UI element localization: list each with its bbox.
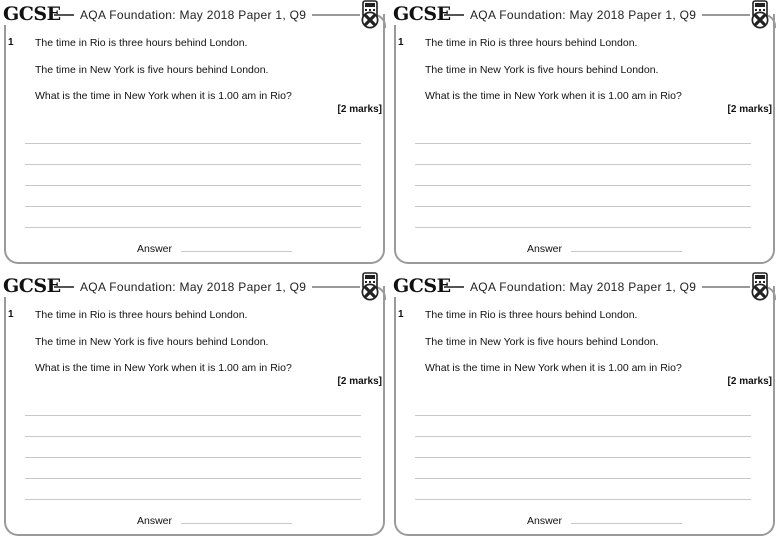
gcse-logo: GCSE (3, 3, 61, 25)
logo-divider (54, 286, 74, 288)
question-line: What is the time in New York when it is 1.00 am in Rio? (35, 362, 292, 374)
question-line: What is the time in New York when it is 1.00 am in Rio? (35, 90, 292, 102)
question-card (0, 0, 390, 270)
working-line[interactable] (25, 457, 361, 458)
working-line[interactable] (415, 185, 751, 186)
working-line[interactable] (25, 143, 361, 144)
exam-source: AQA Foundation: May 2018 Paper 1, Q9 (470, 280, 697, 294)
question-number: 1 (398, 309, 404, 320)
question-line: The time in Rio is three hours behind London. (425, 37, 638, 49)
working-line[interactable] (25, 415, 361, 416)
working-line[interactable] (415, 206, 751, 207)
question-line: The time in New York is five hours behind London. (425, 64, 659, 76)
question-card (0, 272, 390, 542)
question-line: What is the time in New York when it is 1.00 am in Rio? (425, 90, 682, 102)
frame-divider (312, 14, 360, 16)
question-line: The time in New York is five hours behind London. (35, 64, 269, 76)
working-line[interactable] (25, 436, 361, 437)
answer-input-line[interactable] (571, 523, 682, 524)
question-line: The time in Rio is three hours behind London. (425, 309, 638, 321)
logo-divider (444, 14, 464, 16)
working-line[interactable] (25, 227, 361, 228)
working-line[interactable] (415, 227, 751, 228)
marks-label: [2 marks] (727, 376, 772, 387)
frame-divider (702, 286, 750, 288)
working-line[interactable] (415, 499, 751, 500)
working-line[interactable] (25, 164, 361, 165)
working-line[interactable] (415, 457, 751, 458)
question-number: 1 (8, 309, 14, 320)
question-number: 1 (398, 37, 404, 48)
answer-input-line[interactable] (181, 523, 292, 524)
no-calculator-icon (356, 272, 384, 302)
gcse-logo: GCSE (3, 275, 61, 297)
gcse-logo: GCSE (393, 3, 451, 25)
no-calculator-icon (356, 0, 384, 30)
question-line: The time in New York is five hours behind London. (425, 336, 659, 348)
marks-label: [2 marks] (727, 104, 772, 115)
exam-source: AQA Foundation: May 2018 Paper 1, Q9 (470, 8, 697, 22)
working-line[interactable] (25, 206, 361, 207)
question-line: The time in Rio is three hours behind London. (35, 309, 248, 321)
working-line[interactable] (415, 415, 751, 416)
working-line[interactable] (415, 164, 751, 165)
gcse-logo: GCSE (393, 275, 451, 297)
working-line[interactable] (415, 143, 751, 144)
working-line[interactable] (415, 436, 751, 437)
question-card (390, 272, 780, 542)
answer-label: Answer (527, 515, 563, 527)
question-line: The time in Rio is three hours behind London. (35, 37, 248, 49)
no-calculator-icon (746, 0, 774, 30)
working-line[interactable] (25, 478, 361, 479)
marks-label: [2 marks] (337, 376, 382, 387)
working-line[interactable] (25, 499, 361, 500)
logo-divider (444, 286, 464, 288)
question-line: The time in New York is five hours behind London. (35, 336, 269, 348)
working-line[interactable] (415, 478, 751, 479)
answer-input-line[interactable] (181, 251, 292, 252)
answer-label: Answer (137, 243, 173, 255)
logo-divider (54, 14, 74, 16)
exam-source: AQA Foundation: May 2018 Paper 1, Q9 (80, 8, 307, 22)
no-calculator-icon (746, 272, 774, 302)
question-card (390, 0, 780, 270)
answer-label: Answer (137, 515, 173, 527)
frame-divider (312, 286, 360, 288)
working-line[interactable] (25, 185, 361, 186)
marks-label: [2 marks] (337, 104, 382, 115)
question-number: 1 (8, 37, 14, 48)
answer-input-line[interactable] (571, 251, 682, 252)
exam-source: AQA Foundation: May 2018 Paper 1, Q9 (80, 280, 307, 294)
answer-label: Answer (527, 243, 563, 255)
frame-divider (702, 14, 750, 16)
question-line: What is the time in New York when it is 1.00 am in Rio? (425, 362, 682, 374)
